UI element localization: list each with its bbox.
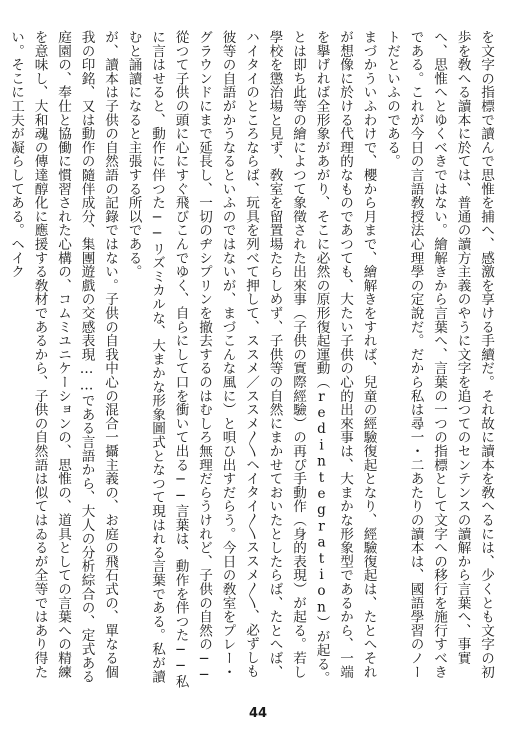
paragraph: が、讀本は子供の自然語の記錄ではない。子供の自我中心の混合一攝主義の、お庭の飛石式の、單なる個我の印銘、又は動作の隨伴成分、集團遊戲の交感表現……である言語から、大人の分析綜合の、定式ある庭園の、奉仕と協働に慣習された心構の、コムミユニケーションの、思惟の、道具としての言葉への精練を意味し、大和魂の傳達醇化に應援する敎材であるから、子供の自然語は似てはゐるが全等ではあり得たい。そこに工夫が凝らしてある。ヘイク [8, 30, 118, 684]
page-number: 44 [248, 706, 268, 721]
paragraph: まづかういふわけで、櫻から月まで、繪解きをすれば、兒童の經驗復起となり、經驗復起は、たとへそれが想像に於ける代理的なものであつても、大たい子供の心的出來事は、大まかな形象型であるから、一端を擧げれば全形象があがり、そこに必然の原形復起運動（redintegration）が起る。とは即ち此等の繪によつて象徵された出來事（子供の實際經驗）の再ぴ手動作（身的表現）が起る。若し學校を懲治場と見ず、敎室を留置場たらしめず、子供等の自然にまかせておいたとしたらば、たとへば、ハイタイのところならば、玩具を列べて押して、ススメ／ススメ〳〵ヘイタイ〳〵ススメ〳〵、必ずしも彼等の自語がかうなるといふのではないが、まづこんな風に）と唄ひ出すだらう。今日の敎室をプレー・グラウンドにまで延長し、一切のヂシプリンを撤去するのはむしろ無理だらうけれど、子供の自然の──從つて子供の頭に心にすぐ飛びこんでゆく、自らにして口を衝いて出る──言葉は、動作を伴つた──私に言はせると、動作に伴つた──リズミカルな、大まかな形象圖式となつて現はれる言葉である。私が讀むと誦讀になると主張する所以である。 [125, 30, 377, 689]
body-text [8, 30, 497, 690]
paragraph: を文字の指標で讀んで思惟を捕へ、感激を享ける手續だ。それ故に讀本を敎へるには、少くとも文字の初歩を敎へる讀本に於ては、普通の讀方主義のやうに文字を追つてのセンテンスの讀解から言葉へ、事實へ、思惟へとゆくべきではない。繪解きから言葉へ、言葉の一つの指標として文字への移行を施行すべきである。これが今日の言語敎授法心理學の定說だ。だから私は尋一・二あたりの讀本は、國語學習のノートだといふのである。 [384, 30, 494, 679]
